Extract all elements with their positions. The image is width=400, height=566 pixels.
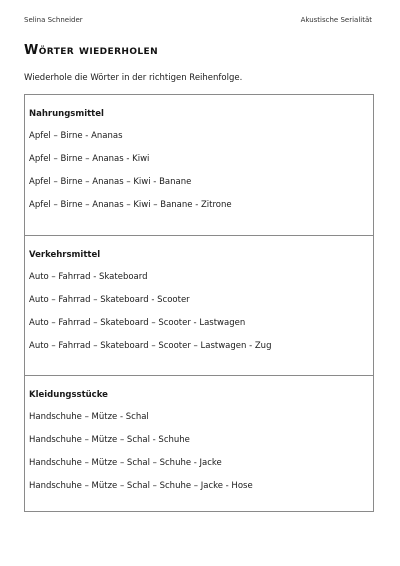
word-sequence: Apfel – Birne - Ananas	[29, 131, 123, 141]
word-sequence: Apfel – Birne – Ananas – Kiwi - Banane	[29, 177, 192, 187]
word-sequence: Apfel – Birne – Ananas - Kiwi	[29, 154, 150, 164]
header-topic: Akustische Serialität	[300, 16, 372, 24]
word-sequence: Handschuhe – Mütze – Schal – Schuhe – Jacke - Hose	[29, 481, 253, 491]
section-heading: Verkehrsmittel	[29, 250, 101, 260]
word-sequence: Handschuhe – Mütze - Schal	[29, 412, 149, 422]
word-sequence: Handschuhe – Mütze – Schal – Schuhe - Jacke	[29, 458, 222, 468]
word-sequence: Auto – Fahrrad – Skateboard - Scooter	[29, 295, 190, 305]
word-sequence: Auto – Fahrrad – Skateboard – Scooter – Lastwagen - Zug	[29, 341, 272, 351]
instruction-text: Wiederhole die Wörter in der richtigen Reihenfolge.	[24, 73, 243, 83]
section-kleidungsstuecke	[25, 375, 373, 512]
word-sequence: Apfel – Birne – Ananas – Kiwi – Banane - Zitrone	[29, 200, 232, 210]
header-author: Selina Schneider	[24, 16, 83, 24]
section-heading: Kleidungsstücke	[29, 390, 108, 400]
section-heading: Nahrungsmittel	[29, 109, 104, 119]
section-nahrungsmittel	[25, 95, 373, 235]
word-table	[24, 94, 374, 512]
page-title: Wörter wiederholen	[24, 43, 159, 58]
word-sequence: Auto – Fahrrad - Skateboard	[29, 272, 148, 282]
word-sequence: Auto – Fahrrad – Skateboard – Scooter - Lastwagen	[29, 318, 246, 328]
word-sequence: Handschuhe – Mütze – Schal - Schuhe	[29, 435, 190, 445]
section-verkehrsmittel	[25, 235, 373, 375]
